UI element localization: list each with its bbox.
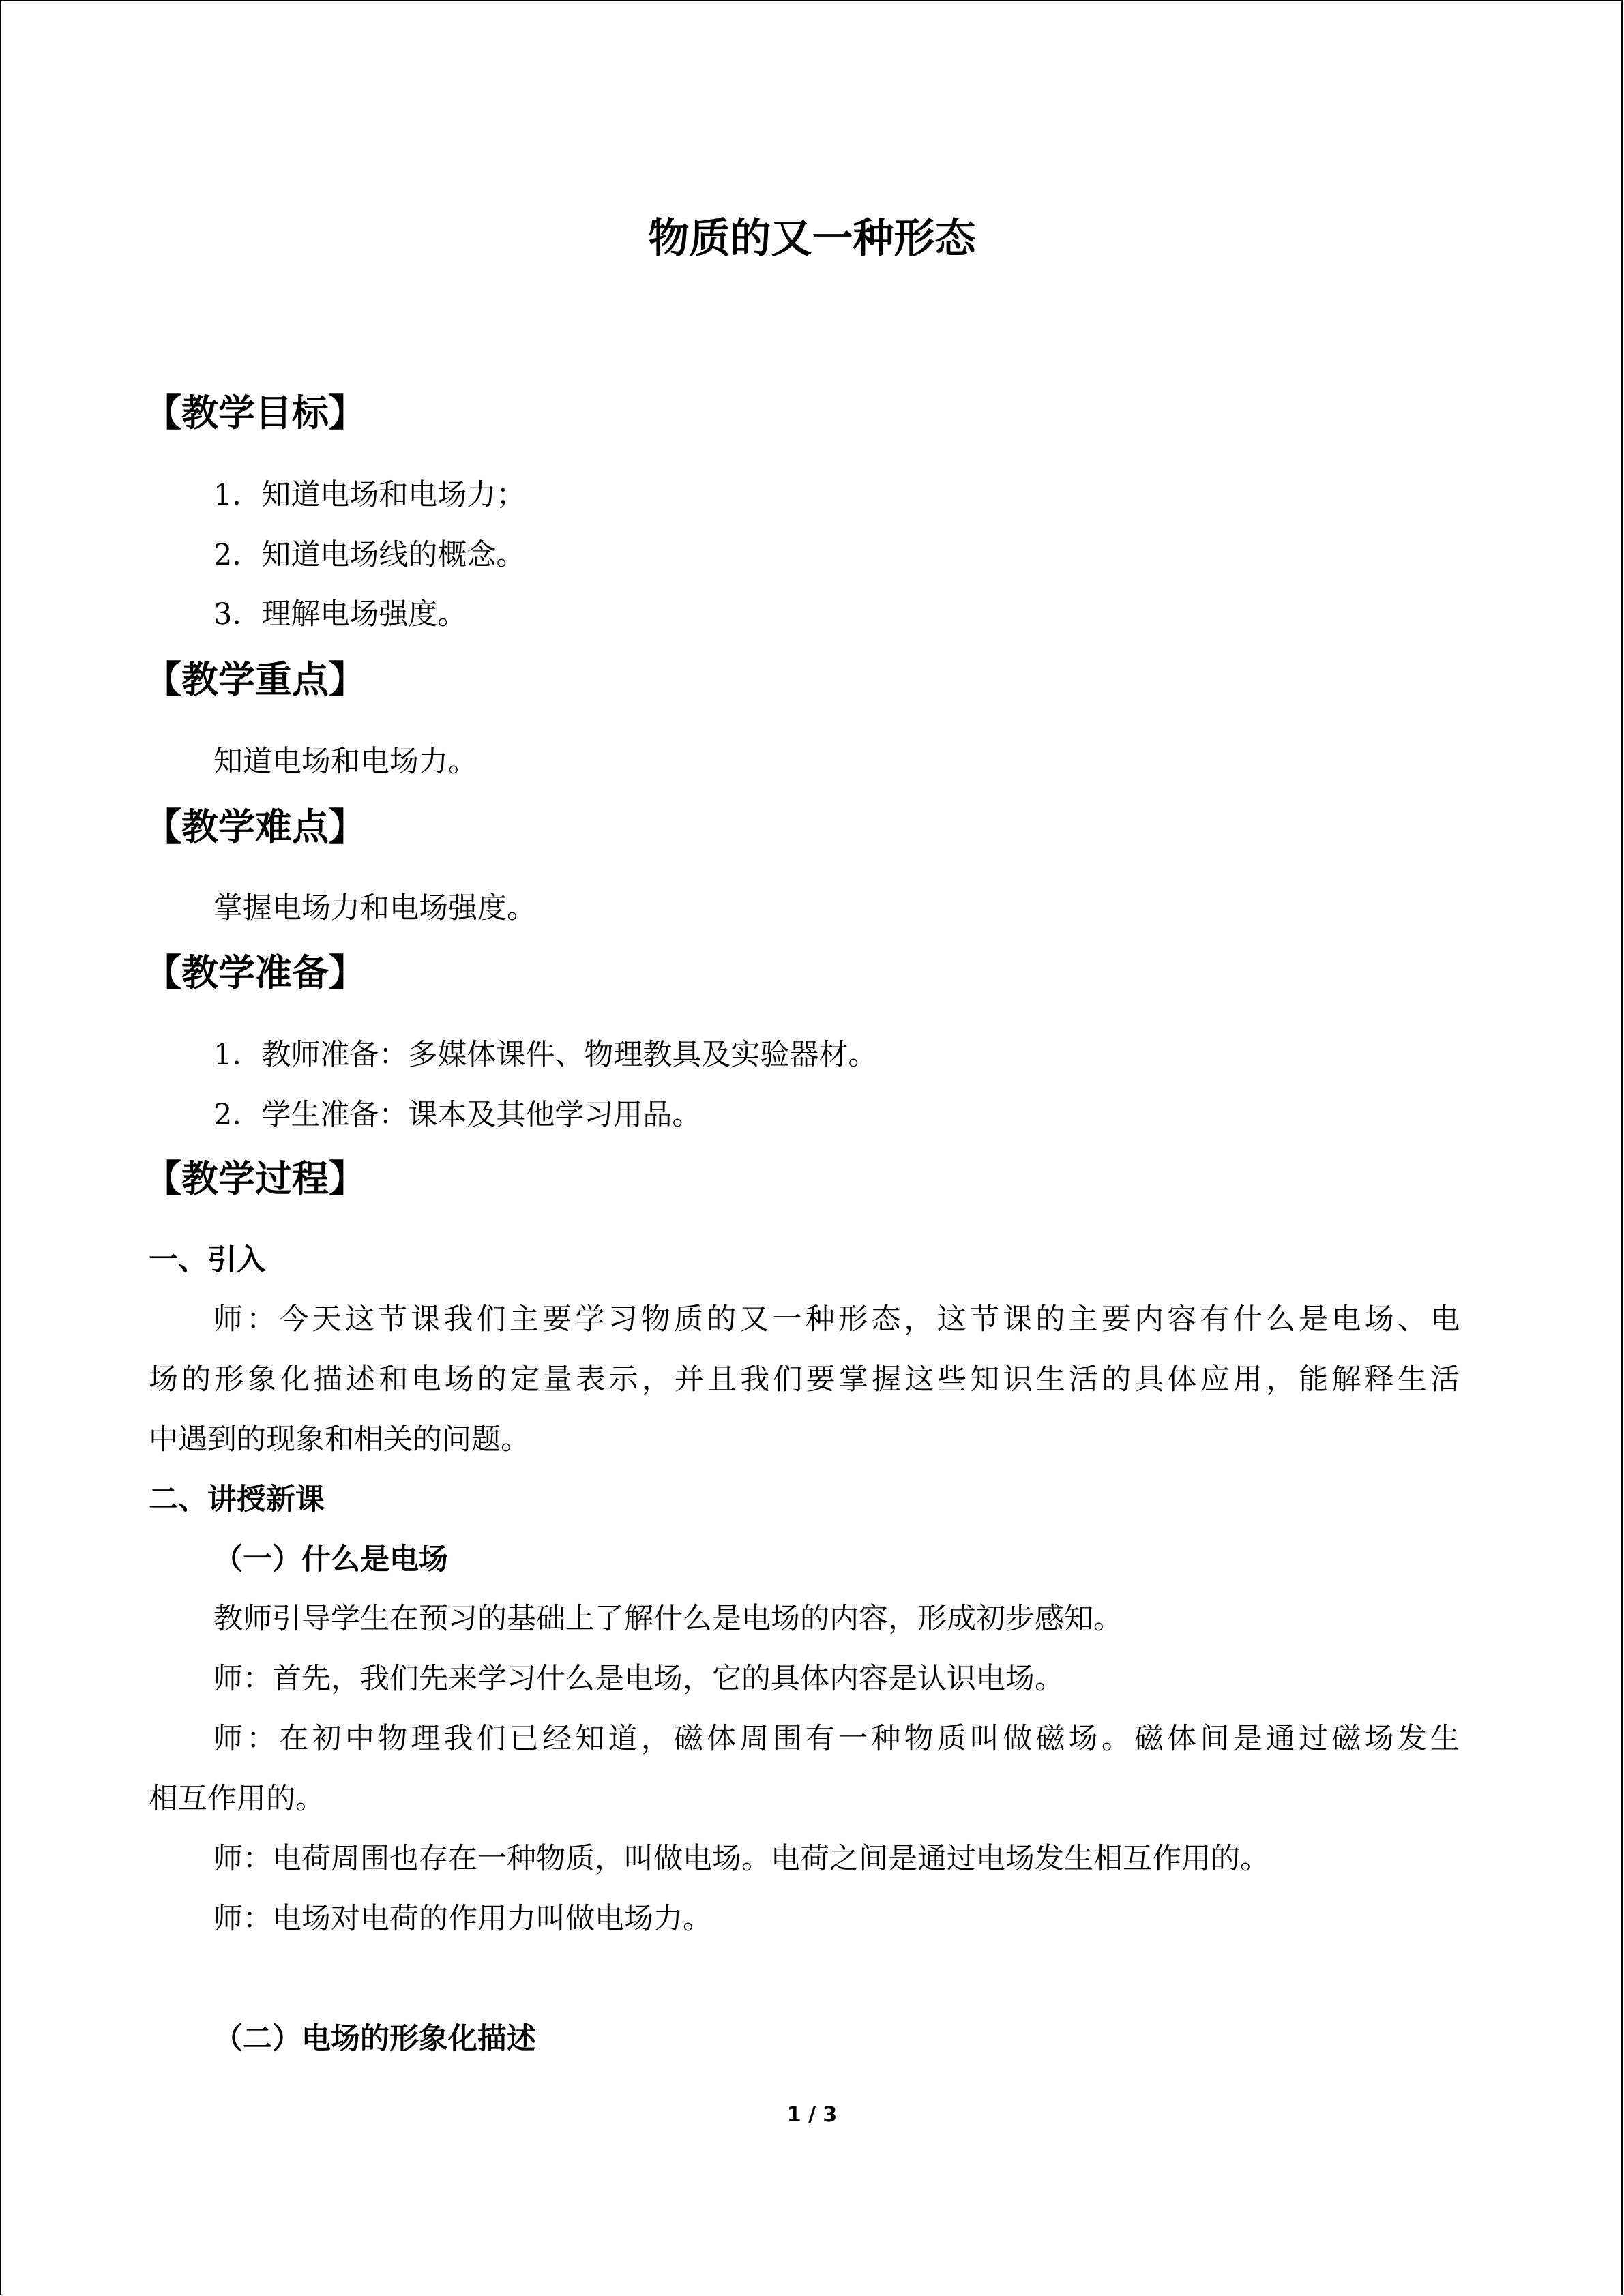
new-lesson-heading: 二、讲授新课 <box>149 1482 325 1517</box>
part2-heading: （二）电场的形象化描述 <box>213 2022 536 2056</box>
intro-heading: 一、引入 <box>149 1243 266 1277</box>
intro-line-2: 场的形象化描述和电场的定量表示，并且我们要掌握这些知识生活的具体应用，能解释生活 <box>149 1362 1460 1397</box>
heading-difficulties: 【教学难点】 <box>145 805 366 848</box>
part1-heading: （一）什么是电场 <box>213 1542 448 1577</box>
intro-line-3: 中遇到的现象和相关的问题。 <box>149 1422 530 1457</box>
goal-item-1: 1．知道电场和电场力； <box>213 478 526 512</box>
preparation-item-2: 2．学生准备：课本及其他学习用品。 <box>213 1098 702 1132</box>
part1-line-3: 师：在初中物理我们已经知道，磁体周围有一种物质叫做磁场。磁体间是通过磁场发生 <box>213 1722 1460 1756</box>
part1-line-2: 师：首先，我们先来学习什么是电场，它的具体内容是认识电场。 <box>213 1662 1064 1696</box>
heading-preparation: 【教学准备】 <box>145 951 366 994</box>
part1-line-5: 师：电荷周围也存在一种物质，叫做电场。电荷之间是通过电场发生相互作用的。 <box>213 1842 1269 1876</box>
heading-key-points: 【教学重点】 <box>145 658 366 701</box>
page-number: 1 / 3 <box>786 2103 838 2127</box>
part1-line-6: 师：电场对电荷的作用力叫做电场力。 <box>213 1902 712 1936</box>
goal-item-2: 2．知道电场线的概念。 <box>213 538 526 572</box>
part1-line-1: 教师引导学生在预习的基础上了解什么是电场的内容，形成初步感知。 <box>213 1602 1123 1636</box>
key-points-text: 知道电场和电场力。 <box>213 745 477 779</box>
heading-goals: 【教学目标】 <box>145 391 366 434</box>
goal-item-3: 3．理解电场强度。 <box>213 597 467 631</box>
difficulties-text: 掌握电场力和电场强度。 <box>213 891 536 925</box>
part1-line-4: 相互作用的。 <box>149 1782 325 1816</box>
document-title: 物质的又一种形态 <box>648 215 976 263</box>
heading-process: 【教学过程】 <box>145 1157 366 1200</box>
intro-line-1: 师：今天这节课我们主要学习物质的又一种形态，这节课的主要内容有什么是电场、电 <box>213 1302 1460 1337</box>
preparation-item-1: 1．教师准备：多媒体课件、物理教具及实验器材。 <box>213 1038 878 1072</box>
